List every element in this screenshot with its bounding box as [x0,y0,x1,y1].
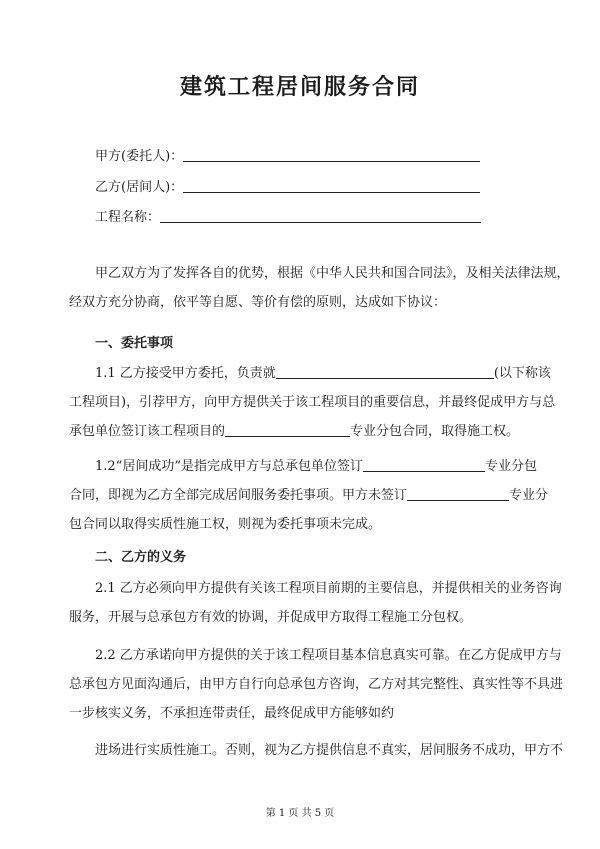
clause-line: 2.2 乙方承诺向甲方提供的关于该工程项目基本信息真实可靠。在乙方促成甲方与 [95,648,562,663]
clause-1-1 [69,359,556,446]
clause-text: 1.1 乙方接受甲方委托，负责就 [95,366,276,381]
intro-line: 甲乙双方为了发挥各自的优势，根据《中华人民共和国合同法》，及相关法律法规， [95,266,570,281]
project-name-label: 工程名称： [95,210,161,225]
continuation-paragraph [69,736,564,765]
page-number: 第 1 页 共 5 页 [265,808,335,819]
clause-text: 专业分 [509,488,549,503]
clause-1-2 [69,452,549,539]
intro-paragraph [69,259,570,317]
intro-line: 经双方充分协商，依平等自愿、等价有偿的原则，达成如下协议： [69,295,447,310]
specialty-blank[interactable] [363,458,485,472]
project-name-blank[interactable] [160,210,481,223]
clause-text: 1.2“居间成功”是指完成甲方与总承包单位签订 [95,459,363,474]
clause-line: 一步核实义务，不承担连带责任，最终促成甲方能够如约 [69,706,395,721]
clause-line: 总承包方见面沟通后，由甲方自行向总承包方咨询，乙方对其完整性、真实性等不具进 [69,677,564,692]
page-title: 建筑工程居间服务合同 [179,75,420,100]
clause-line [69,452,537,481]
clause-line [69,359,551,388]
clause-line: 服务，开展与总承包方有效的协调，并促成甲方取得工程施工分包权。 [69,610,473,625]
clause-text: 承包单位签订该工程项目的 [69,424,226,439]
clause-text: 专业分包合同，取得施工权。 [350,424,520,439]
party-a-field [95,145,480,164]
clause-2-2 [69,641,564,728]
clause-line: 工程项目)，引荐甲方，向甲方提供关于该工程项目的重要信息，并最终促成甲方与总 [69,395,556,410]
project-name-field [95,206,481,225]
party-b-label: 乙方(居间人)： [95,180,184,195]
section-heading: 一、委托事项 [95,336,174,351]
clause-2-1 [69,574,562,632]
party-b-field [95,176,480,195]
party-b-blank[interactable] [183,180,480,193]
clause-line [69,481,549,510]
project-blank[interactable] [276,365,494,379]
clause-line: 2.1 乙方必须向甲方提供有关该工程项目前期的主要信息，并提供相关的业务咨询 [95,581,562,596]
clause-line: 进场进行实质性施工。否则，视为乙方提供信息不真实，居间服务不成功，甲方不 [95,743,564,758]
clause-text: (以下称该 [493,366,551,381]
clause-text: 合同，即视为乙方全部完成居间服务委托事项。甲方未签订 [69,488,408,503]
clause-text: 专业分包 [484,459,537,474]
party-a-label: 甲方(委托人)： [95,149,184,164]
specialty-blank[interactable] [225,423,350,437]
clause-line [69,417,531,446]
clause-line: 包合同以取得实质性施工权，则视为委托事项未完成。 [69,517,382,532]
specialty-blank[interactable] [407,487,509,501]
party-a-blank[interactable] [183,149,480,162]
section-heading: 二、乙方的义务 [95,550,187,565]
